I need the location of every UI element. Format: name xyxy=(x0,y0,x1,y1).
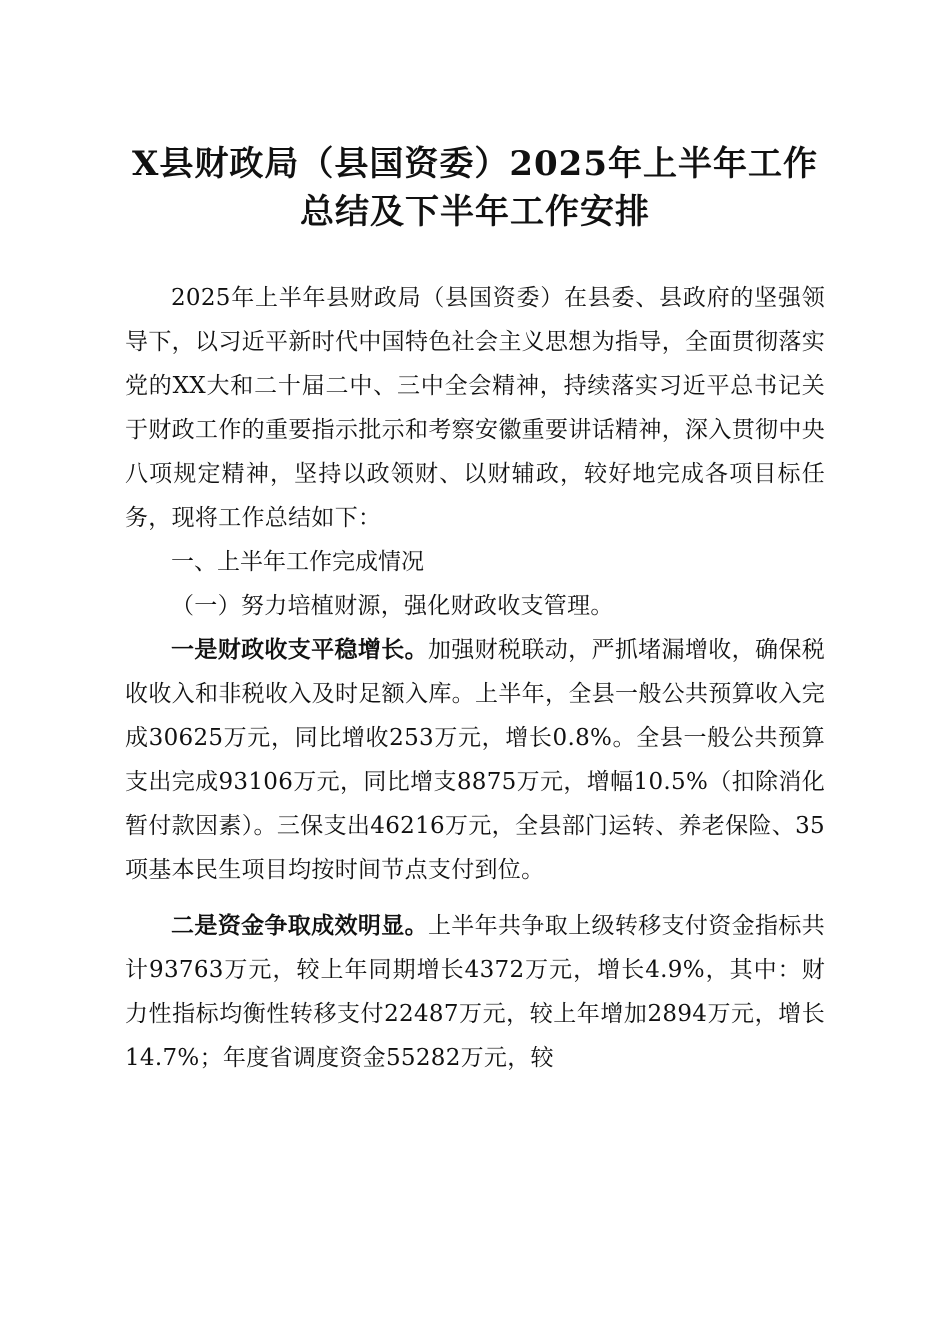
point-2-paragraph xyxy=(125,904,825,1080)
section-heading: 一、上半年工作完成情况 xyxy=(171,549,424,575)
point-2-lead: 二是资金争取成效明显。 xyxy=(171,912,428,939)
title-line-2: 总结及下半年工作安排 xyxy=(300,192,650,232)
point-2-body: 上半年共争取上级转移支付资金指标共计93763万元，较上年同期增长4372万元，增长4.9%，其中：财力性指标均衡性转移支付22487万元，较上年增加2894万元，增长14.7%；年度省调度资金55282万元，较 xyxy=(125,913,825,1071)
document-body xyxy=(125,276,825,1080)
point-1-paragraph xyxy=(125,628,825,892)
document-title xyxy=(125,140,825,236)
subsection-heading: （一）努力培植财源，强化财政收支管理。 xyxy=(171,593,614,619)
point-1-lead: 一是财政收支平稳增长。 xyxy=(171,636,428,663)
point-1-body: 加强财税联动，严抓堵漏增收，确保税收收入和非税收入及时足额入库。上半年，全县一般公共预算收入完成30625万元，同比增收253万元，增长0.8%。全县一般公共预算支出完成93106万元，同比增支8875万元，增幅10.5%（扣除消化暂付款因素）。三保支出46216万元，全县部门运转、养老保险、35项基本民生项目均按时间节点支付到位。 xyxy=(125,637,825,883)
intro-paragraph: 2025年上半年县财政局（县国资委）在县委、县政府的坚强领导下，以习近平新时代中国特色社会主义思想为指导，全面贯彻落实党的XX大和二十届二中、三中全会精神，持续落实习近平总书记关于财政工作的重要指示批示和考察安徽重要讲话精神，深入贯彻中央八项规定精神，坚持以政领财、以财辅政，较好地完成各项目标任务，现将工作总结如下： xyxy=(125,285,825,531)
title-line-1: X县财政局（县国资委）2025年上半年工作 xyxy=(131,144,818,184)
